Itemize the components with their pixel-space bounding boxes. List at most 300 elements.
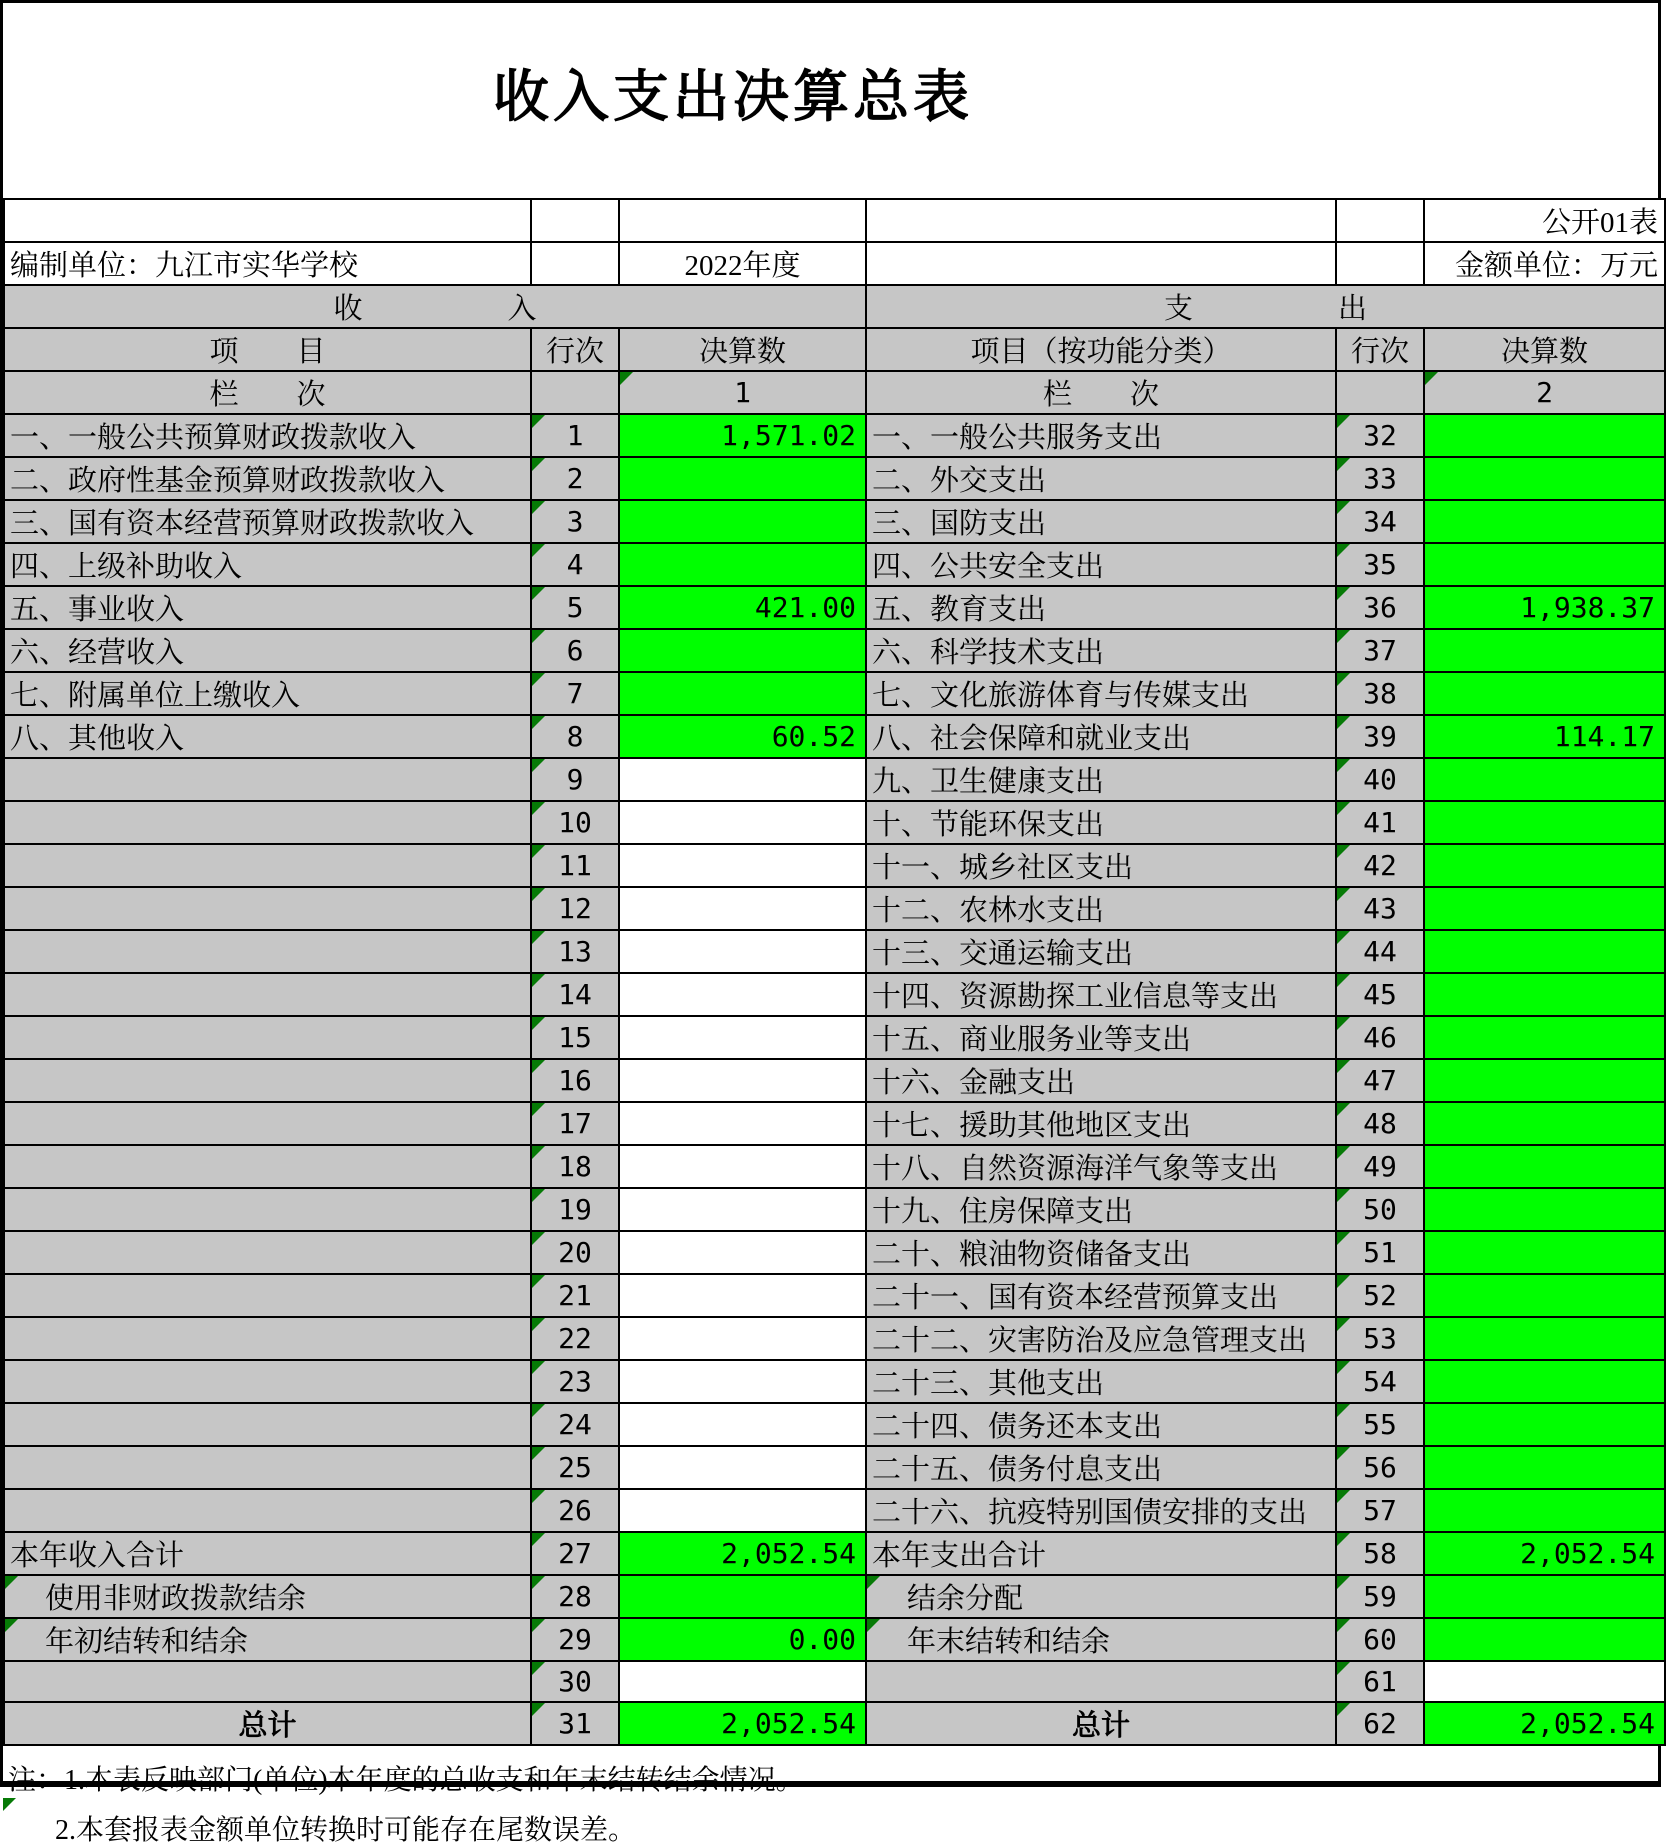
expenditure-item-cell[interactable]: 二十、粮油物资储备支出 — [866, 1231, 1336, 1274]
expenditure-line-cell[interactable]: 47 — [1336, 1059, 1424, 1102]
expenditure-line-cell[interactable]: 57 — [1336, 1489, 1424, 1532]
cell-marker-icon — [532, 1703, 545, 1716]
cell-marker-icon — [867, 1576, 880, 1589]
expenditure-amount-cell[interactable] — [1424, 672, 1665, 715]
cell-marker-icon — [532, 716, 545, 729]
expenditure-amount-cell[interactable] — [1424, 1489, 1665, 1532]
expenditure-amount-cell[interactable] — [1424, 1102, 1665, 1145]
income-amount-cell[interactable] — [619, 500, 866, 543]
income-item-cell[interactable] — [4, 758, 531, 801]
income-item-cell[interactable]: 六、经营收入 — [4, 629, 531, 672]
expenditure-item-cell[interactable]: 十七、援助其他地区支出 — [866, 1102, 1336, 1145]
cell-marker-icon — [532, 802, 545, 815]
income-line-cell[interactable]: 25 — [531, 1446, 619, 1489]
expenditure-line-cell[interactable]: 42 — [1336, 844, 1424, 887]
income-line-cell[interactable]: 17 — [531, 1102, 619, 1145]
title-block — [3, 3, 1658, 198]
income-amount-cell[interactable] — [619, 1102, 866, 1145]
income-item-cell[interactable] — [4, 1317, 531, 1360]
income-amount-cell[interactable] — [619, 457, 866, 500]
expenditure-line-cell[interactable]: 54 — [1336, 1360, 1424, 1403]
expenditure-line-cell[interactable]: 53 — [1336, 1317, 1424, 1360]
expenditure-line-cell[interactable]: 39 — [1336, 715, 1424, 758]
table-row — [4, 586, 1665, 629]
income-item-cell[interactable]: 一、一般公共预算财政拨款收入 — [4, 414, 531, 457]
expenditure-amount-cell[interactable] — [1424, 1618, 1665, 1661]
table-row — [4, 801, 1665, 844]
cell-marker-icon — [620, 372, 633, 385]
table-row — [4, 1489, 1665, 1532]
income-item-cell[interactable]: 使用非财政拨款结余 — [4, 1575, 531, 1618]
expenditure-item-cell[interactable]: 二十一、国有资本经营预算支出 — [866, 1274, 1336, 1317]
income-line-cell[interactable]: 10 — [531, 801, 619, 844]
expenditure-amount-cell[interactable] — [1424, 1231, 1665, 1274]
income-item-cell[interactable]: 总计 — [4, 1702, 531, 1745]
expenditure-amount-cell[interactable] — [1424, 543, 1665, 586]
income-line-header[interactable]: 行次 — [531, 328, 619, 371]
cell-marker-icon — [1337, 1619, 1350, 1632]
cell-marker-icon — [1337, 1017, 1350, 1030]
table-row — [4, 758, 1665, 801]
empty-cell[interactable] — [4, 199, 531, 242]
income-amount-cell[interactable] — [619, 1188, 866, 1231]
income-amount-cell[interactable] — [619, 1403, 866, 1446]
empty-cell[interactable] — [531, 371, 619, 414]
sheet-label-cell[interactable]: 公开01表 — [1424, 199, 1665, 242]
expenditure-amount-cell[interactable] — [1424, 1661, 1665, 1702]
expenditure-item-cell[interactable]: 二十四、债务还本支出 — [866, 1403, 1336, 1446]
empty-cell[interactable] — [866, 242, 1336, 285]
income-amount-cell[interactable]: 1,571.02 — [619, 414, 866, 457]
table-row — [4, 930, 1665, 973]
income-item-cell[interactable] — [4, 1274, 531, 1317]
table-row — [4, 1145, 1665, 1188]
fiscal-year-cell[interactable]: 2022年度 — [619, 242, 866, 285]
expenditure-amount-cell[interactable] — [1424, 1317, 1665, 1360]
income-item-cell[interactable]: 三、国有资本经营预算财政拨款收入 — [4, 500, 531, 543]
income-amount-cell[interactable] — [619, 1575, 866, 1618]
expenditure-item-cell[interactable]: 二十二、灾害防治及应急管理支出 — [866, 1317, 1336, 1360]
expenditure-amount-cell[interactable]: 114.17 — [1424, 715, 1665, 758]
empty-cell[interactable] — [1336, 199, 1424, 242]
income-line-cell[interactable]: 30 — [531, 1661, 619, 1702]
income-line-cell[interactable]: 22 — [531, 1317, 619, 1360]
expenditure-line-cell[interactable]: 34 — [1336, 500, 1424, 543]
income-amount-cell[interactable]: 2,052.54 — [619, 1532, 866, 1575]
expenditure-item-cell[interactable]: 年末结转和结余 — [866, 1618, 1336, 1661]
cell-marker-icon — [1337, 1103, 1350, 1116]
empty-cell[interactable] — [1336, 371, 1424, 414]
cell-marker-icon — [1337, 673, 1350, 686]
cell-marker-icon — [532, 1576, 545, 1589]
expenditure-amount-cell[interactable] — [1424, 500, 1665, 543]
income-line-cell[interactable]: 28 — [531, 1575, 619, 1618]
empty-cell[interactable] — [531, 199, 619, 242]
footnote-1 — [8, 1758, 804, 1798]
cell-marker-icon — [1337, 1189, 1350, 1202]
expenditure-item-cell[interactable]: 十九、住房保障支出 — [866, 1188, 1336, 1231]
expenditure-line-cell[interactable]: 61 — [1336, 1661, 1424, 1702]
expenditure-item-cell[interactable]: 十五、商业服务业等支出 — [866, 1016, 1336, 1059]
income-item-cell[interactable] — [4, 1403, 531, 1446]
income-line-cell[interactable]: 27 — [531, 1532, 619, 1575]
cell-marker-icon — [532, 415, 545, 428]
expenditure-item-cell[interactable]: 十三、交通运输支出 — [866, 930, 1336, 973]
income-line-cell[interactable]: 24 — [531, 1403, 619, 1446]
expenditure-item-cell[interactable] — [866, 1661, 1336, 1702]
expenditure-line-cell[interactable]: 49 — [1336, 1145, 1424, 1188]
expenditure-item-cell[interactable]: 五、教育支出 — [866, 586, 1336, 629]
income-line-cell[interactable]: 26 — [531, 1489, 619, 1532]
expenditure-section-header[interactable]: 支 出 — [866, 285, 1665, 328]
expenditure-line-cell[interactable]: 52 — [1336, 1274, 1424, 1317]
income-line-cell[interactable]: 5 — [531, 586, 619, 629]
income-amount-cell[interactable] — [619, 1661, 866, 1702]
bottom-border — [3, 1781, 1658, 1787]
expenditure-item-header[interactable]: 项目（按功能分类） — [866, 328, 1336, 371]
expenditure-item-cell[interactable]: 一、一般公共服务支出 — [866, 414, 1336, 457]
expenditure-amount-cell[interactable] — [1424, 457, 1665, 500]
income-line-cell[interactable]: 1 — [531, 414, 619, 457]
income-line-cell[interactable]: 16 — [531, 1059, 619, 1102]
cell-marker-icon — [1337, 802, 1350, 815]
expenditure-item-cell[interactable]: 本年支出合计 — [866, 1532, 1336, 1575]
income-amount-cell[interactable] — [619, 758, 866, 801]
income-item-cell[interactable] — [4, 1446, 531, 1489]
cell-marker-icon — [1337, 1232, 1350, 1245]
table-row — [4, 1016, 1665, 1059]
income-line-cell[interactable]: 29 — [531, 1618, 619, 1661]
expenditure-item-cell[interactable]: 八、社会保障和就业支出 — [866, 715, 1336, 758]
income-amount-cell[interactable]: 60.52 — [619, 715, 866, 758]
empty-cell[interactable] — [531, 242, 619, 285]
income-item-cell[interactable]: 五、事业收入 — [4, 586, 531, 629]
income-amount-cell[interactable] — [619, 672, 866, 715]
table-row — [4, 414, 1665, 457]
expenditure-item-cell[interactable]: 六、科学技术支出 — [866, 629, 1336, 672]
expenditure-amount-cell[interactable] — [1424, 1059, 1665, 1102]
income-item-cell[interactable]: 七、附属单位上缴收入 — [4, 672, 531, 715]
expenditure-amount-cell[interactable] — [1424, 1145, 1665, 1188]
empty-cell[interactable] — [619, 199, 866, 242]
cell-marker-icon — [1337, 1490, 1350, 1503]
expenditure-line-cell[interactable]: 45 — [1336, 973, 1424, 1016]
income-item-cell[interactable] — [4, 1661, 531, 1702]
income-line-cell[interactable]: 18 — [531, 1145, 619, 1188]
expenditure-line-cell[interactable]: 38 — [1336, 672, 1424, 715]
income-line-cell[interactable]: 21 — [531, 1274, 619, 1317]
income-amount-cell[interactable] — [619, 1446, 866, 1489]
expenditure-item-cell[interactable]: 十八、自然资源海洋气象等支出 — [866, 1145, 1336, 1188]
expenditure-amount-cell[interactable] — [1424, 844, 1665, 887]
expenditure-line-cell[interactable]: 40 — [1336, 758, 1424, 801]
cell-marker-icon — [532, 1619, 545, 1632]
expenditure-item-cell[interactable]: 二十六、抗疫特别国债安排的支出 — [866, 1489, 1336, 1532]
expenditure-amount-cell[interactable] — [1424, 1188, 1665, 1231]
income-line-cell[interactable]: 14 — [531, 973, 619, 1016]
cell-marker-icon — [532, 544, 545, 557]
income-amount-cell[interactable] — [619, 629, 866, 672]
income-item-cell[interactable] — [4, 973, 531, 1016]
income-item-cell[interactable] — [4, 1231, 531, 1274]
footnotes — [3, 1746, 1658, 1846]
expenditure-amount-cell[interactable]: 2,052.54 — [1424, 1702, 1665, 1745]
table-row — [4, 1618, 1665, 1661]
income-amount-cell[interactable] — [619, 1145, 866, 1188]
expenditure-line-cell[interactable]: 58 — [1336, 1532, 1424, 1575]
cell-marker-icon — [532, 1361, 545, 1374]
section-header-row — [4, 285, 1665, 328]
cell-marker-icon — [1337, 630, 1350, 643]
income-amount-cell[interactable] — [619, 1274, 866, 1317]
expenditure-amount-cell[interactable] — [1424, 1403, 1665, 1446]
income-item-cell[interactable] — [4, 1188, 531, 1231]
expenditure-amount-cell[interactable] — [1424, 887, 1665, 930]
expenditure-amount-cell[interactable] — [1424, 1360, 1665, 1403]
income-line-cell[interactable]: 15 — [531, 1016, 619, 1059]
cell-marker-icon — [532, 1232, 545, 1245]
cell-marker-icon — [1337, 1533, 1350, 1546]
expenditure-index-value[interactable] — [1424, 371, 1665, 414]
expenditure-item-cell[interactable]: 十六、金融支出 — [866, 1059, 1336, 1102]
cell-marker-icon — [1337, 458, 1350, 471]
cell-marker-icon — [1337, 845, 1350, 858]
empty-cell[interactable] — [866, 199, 1336, 242]
expenditure-amount-cell[interactable] — [1424, 1575, 1665, 1618]
income-item-cell[interactable] — [4, 1489, 531, 1532]
table-row — [4, 1231, 1665, 1274]
expenditure-line-cell[interactable]: 62 — [1336, 1702, 1424, 1745]
table-row — [4, 1702, 1665, 1745]
cell-marker-icon — [532, 974, 545, 987]
expenditure-item-cell[interactable]: 十四、资源勘探工业信息等支出 — [866, 973, 1336, 1016]
cell-marker-icon — [532, 759, 545, 772]
table-row — [4, 1188, 1665, 1231]
table-row — [4, 887, 1665, 930]
income-item-cell[interactable]: 本年收入合计 — [4, 1532, 531, 1575]
expenditure-line-cell[interactable]: 56 — [1336, 1446, 1424, 1489]
expenditure-item-cell[interactable]: 四、公共安全支出 — [866, 543, 1336, 586]
cell-marker-icon — [1337, 1703, 1350, 1716]
expenditure-amount-cell[interactable] — [1424, 629, 1665, 672]
cell-marker-icon — [532, 501, 545, 514]
data-rows — [4, 414, 1665, 1745]
table-row — [4, 543, 1665, 586]
income-index-label[interactable]: 栏 次 — [4, 371, 531, 414]
cell-marker-icon — [1337, 544, 1350, 557]
expenditure-amount-cell[interactable] — [1424, 973, 1665, 1016]
expenditure-line-cell[interactable]: 51 — [1336, 1231, 1424, 1274]
expenditure-line-cell[interactable]: 50 — [1336, 1188, 1424, 1231]
income-item-cell[interactable] — [4, 930, 531, 973]
cell-marker-icon — [532, 1447, 545, 1460]
cell-marker-icon — [532, 673, 545, 686]
table-row — [4, 1532, 1665, 1575]
income-line-cell[interactable]: 8 — [531, 715, 619, 758]
income-item-header[interactable]: 项 目 — [4, 328, 531, 371]
expenditure-line-cell[interactable]: 37 — [1336, 629, 1424, 672]
expenditure-index-label[interactable]: 栏 次 — [866, 371, 1336, 414]
expenditure-amount-cell[interactable] — [1424, 801, 1665, 844]
table-row — [4, 1102, 1665, 1145]
table-row — [4, 1360, 1665, 1403]
cell-marker-icon — [1337, 415, 1350, 428]
income-amount-cell[interactable] — [619, 930, 866, 973]
prepared-by-cell[interactable]: 编制单位：九江市实华学校 — [4, 242, 531, 285]
index-value-text: 1 — [734, 376, 751, 409]
cell-marker-icon — [1337, 1404, 1350, 1417]
expenditure-line-cell[interactable]: 59 — [1336, 1575, 1424, 1618]
income-amount-cell[interactable]: 2,052.54 — [619, 1702, 866, 1745]
income-amount-cell[interactable] — [619, 973, 866, 1016]
income-line-cell[interactable]: 3 — [531, 500, 619, 543]
cell-marker-icon — [532, 1060, 545, 1073]
empty-cell[interactable] — [1336, 242, 1424, 285]
expenditure-item-cell[interactable]: 总计 — [866, 1702, 1336, 1745]
income-item-cell[interactable] — [4, 1102, 531, 1145]
table-row — [4, 1403, 1665, 1446]
footnote-2: 2.本套报表金额单位转换时可能存在尾数误差。 — [55, 1815, 637, 1846]
income-item-cell[interactable] — [4, 1016, 531, 1059]
expenditure-amount-cell[interactable] — [1424, 414, 1665, 457]
income-amount-cell[interactable] — [619, 1059, 866, 1102]
expenditure-line-cell[interactable]: 44 — [1336, 930, 1424, 973]
cell-marker-icon — [1337, 759, 1350, 772]
income-amount-cell[interactable] — [619, 1360, 866, 1403]
table-row — [4, 629, 1665, 672]
income-item-cell[interactable] — [4, 1145, 531, 1188]
expenditure-item-cell[interactable]: 九、卫生健康支出 — [866, 758, 1336, 801]
cell-marker-icon — [532, 1533, 545, 1546]
expenditure-item-cell[interactable]: 三、国防支出 — [866, 500, 1336, 543]
income-line-cell[interactable]: 6 — [531, 629, 619, 672]
cell-marker-icon — [1337, 1060, 1350, 1073]
table-row — [4, 1317, 1665, 1360]
income-line-cell[interactable]: 19 — [531, 1188, 619, 1231]
cell-marker-icon — [1337, 888, 1350, 901]
accounts-table — [3, 198, 1666, 1746]
expenditure-line-cell[interactable]: 46 — [1336, 1016, 1424, 1059]
expenditure-amount-cell[interactable]: 1,938.37 — [1424, 586, 1665, 629]
income-amount-cell[interactable] — [619, 1231, 866, 1274]
income-item-cell[interactable]: 二、政府性基金预算财政拨款收入 — [4, 457, 531, 500]
income-amount-cell[interactable] — [619, 887, 866, 930]
income-item-cell[interactable] — [4, 1360, 531, 1403]
income-amount-cell[interactable]: 0.00 — [619, 1618, 866, 1661]
cell-marker-icon — [532, 1318, 545, 1331]
cell-marker-icon — [1425, 372, 1438, 385]
income-line-cell[interactable]: 23 — [531, 1360, 619, 1403]
income-section-header[interactable]: 收 入 — [4, 285, 866, 328]
cell-marker-icon — [1337, 501, 1350, 514]
income-item-cell[interactable] — [4, 1059, 531, 1102]
expenditure-item-cell[interactable]: 二、外交支出 — [866, 457, 1336, 500]
income-amount-cell[interactable] — [619, 801, 866, 844]
expenditure-line-cell[interactable]: 41 — [1336, 801, 1424, 844]
income-amount-header[interactable]: 决算数 — [619, 328, 866, 371]
cell-marker-icon — [1337, 1275, 1350, 1288]
amount-unit-cell[interactable]: 金额单位：万元 — [1424, 242, 1665, 285]
expenditure-line-cell[interactable]: 60 — [1336, 1618, 1424, 1661]
income-line-cell[interactable]: 20 — [531, 1231, 619, 1274]
income-line-cell[interactable]: 9 — [531, 758, 619, 801]
cell-marker-icon — [532, 1103, 545, 1116]
cell-marker-icon — [1337, 931, 1350, 944]
cell-marker-icon — [1337, 587, 1350, 600]
income-line-cell[interactable]: 31 — [531, 1702, 619, 1745]
table-row — [4, 1661, 1665, 1702]
expenditure-line-cell[interactable]: 43 — [1336, 887, 1424, 930]
cell-marker-icon — [1337, 1447, 1350, 1460]
income-amount-cell[interactable] — [619, 1016, 866, 1059]
expenditure-line-cell[interactable]: 32 — [1336, 414, 1424, 457]
expenditure-amount-cell[interactable] — [1424, 930, 1665, 973]
expenditure-item-cell[interactable]: 二十五、债务付息支出 — [866, 1446, 1336, 1489]
income-line-cell[interactable]: 11 — [531, 844, 619, 887]
expenditure-line-cell[interactable]: 55 — [1336, 1403, 1424, 1446]
income-line-cell[interactable]: 2 — [531, 457, 619, 500]
income-line-cell[interactable]: 13 — [531, 930, 619, 973]
meta-row-2 — [4, 242, 1665, 285]
meta-row-1 — [4, 199, 1665, 242]
cell-marker-icon — [532, 458, 545, 471]
expenditure-item-cell[interactable]: 十一、城乡社区支出 — [866, 844, 1336, 887]
expenditure-line-cell[interactable]: 35 — [1336, 543, 1424, 586]
income-amount-cell[interactable] — [619, 1317, 866, 1360]
expenditure-item-cell[interactable]: 二十三、其他支出 — [866, 1360, 1336, 1403]
cell-marker-icon — [532, 1275, 545, 1288]
expenditure-line-cell[interactable]: 33 — [1336, 457, 1424, 500]
income-amount-cell[interactable]: 421.00 — [619, 586, 866, 629]
expenditure-item-cell[interactable]: 十二、农林水支出 — [866, 887, 1336, 930]
income-amount-cell[interactable] — [619, 543, 866, 586]
income-item-cell[interactable] — [4, 844, 531, 887]
cell-marker-icon — [532, 888, 545, 901]
expenditure-item-cell[interactable]: 十、节能环保支出 — [866, 801, 1336, 844]
income-item-cell[interactable] — [4, 887, 531, 930]
expenditure-line-header[interactable]: 行次 — [1336, 328, 1424, 371]
cell-marker-icon — [1337, 1318, 1350, 1331]
expenditure-item-cell[interactable]: 结余分配 — [866, 1575, 1336, 1618]
income-item-cell[interactable] — [4, 801, 531, 844]
cell-marker-icon — [532, 845, 545, 858]
income-line-cell[interactable]: 12 — [531, 887, 619, 930]
cell-marker-icon — [5, 1619, 18, 1632]
income-amount-cell[interactable] — [619, 1489, 866, 1532]
expenditure-line-cell[interactable]: 36 — [1336, 586, 1424, 629]
expenditure-amount-cell[interactable] — [1424, 1446, 1665, 1489]
expenditure-amount-cell[interactable] — [1424, 1016, 1665, 1059]
income-item-cell[interactable]: 年初结转和结余 — [4, 1618, 531, 1661]
cell-marker-icon — [532, 630, 545, 643]
expenditure-amount-cell[interactable] — [1424, 1274, 1665, 1317]
cell-marker-icon — [532, 1404, 545, 1417]
income-amount-cell[interactable] — [619, 844, 866, 887]
expenditure-item-cell[interactable]: 七、文化旅游体育与传媒支出 — [866, 672, 1336, 715]
income-index-value[interactable] — [619, 371, 866, 414]
income-line-cell[interactable]: 7 — [531, 672, 619, 715]
table-row — [4, 1575, 1665, 1618]
income-item-cell[interactable]: 八、其他收入 — [4, 715, 531, 758]
expenditure-amount-cell[interactable]: 2,052.54 — [1424, 1532, 1665, 1575]
column-index-row — [4, 371, 1665, 414]
income-item-cell[interactable]: 四、上级补助收入 — [4, 543, 531, 586]
cell-marker-icon — [532, 931, 545, 944]
expenditure-amount-header[interactable]: 决算数 — [1424, 328, 1665, 371]
income-line-cell[interactable]: 4 — [531, 543, 619, 586]
expenditure-line-cell[interactable]: 48 — [1336, 1102, 1424, 1145]
expenditure-amount-cell[interactable] — [1424, 758, 1665, 801]
